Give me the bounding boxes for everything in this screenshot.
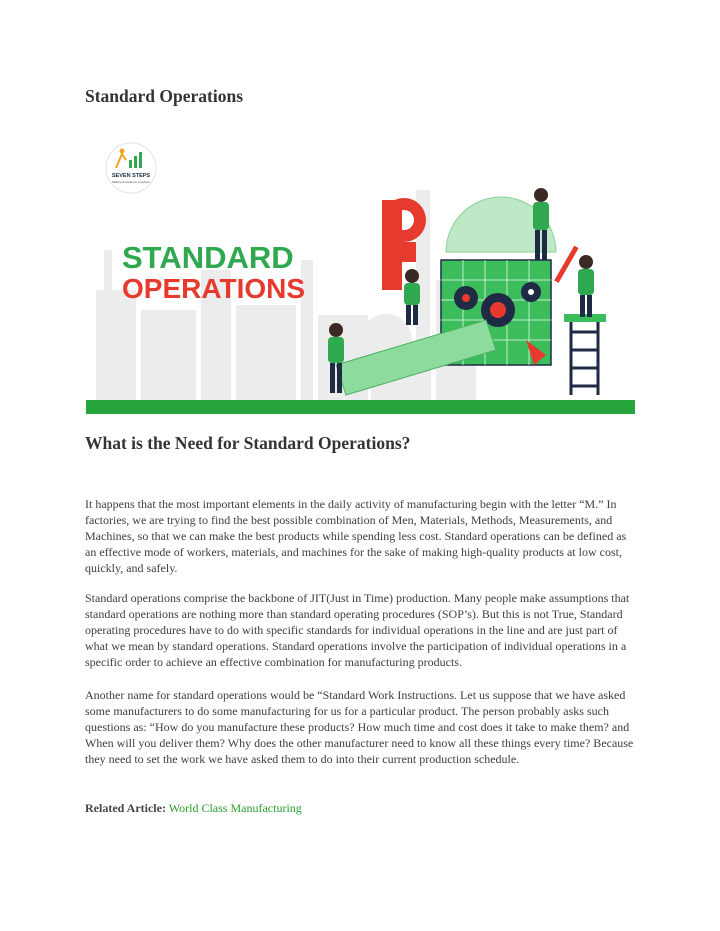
article-paragraph-1: It happens that the most important elements in the daily activity of manufacturing begin with the letter “M.” In factories, we are trying to find the best possible combination of Men, Materials, Methods, Measurements, and Machines, so that we can make the best products while spending less cost. Standard operations can be defined as an effective mode of workers, materials, and machines for the sake of making high-quality products at low cost, quickly, and safely. [85,497,627,576]
section-heading: What is the Need for Standard Operations? [85,433,411,453]
article-paragraph-3: Another name for standard operations would be “Standard Work Instructions. Let us suppose that we have asked some manufacturers to do some manufacturing for us for a particular product. The person probably asks such questions as: “How do you manufacture these products? How much time and cost does it take to make them? and When will you deliver them? Why does the other manufacturer need to know all these things every time? Because they need to set the work we have asked them to do into their current production schedule. [85,688,634,767]
related-article-link[interactable]: World Class Manufacturing [168,801,302,815]
worker-figure-middle [404,269,420,325]
banner-heading-line1: STANDARD [122,240,294,275]
seven-steps-logo [106,143,156,193]
banner-heading-line2: OPERATIONS [122,273,306,304]
green-stripe [86,400,635,414]
related-article [85,800,302,816]
logo-tagline: Making Excellence a Culture [111,180,151,184]
related-article-label: Related Article: [85,801,166,815]
article-paragraph-2: Standard operations comprise the backbone of JIT(Just in Time) production. Many people make assumptions that standard operations are nothing more than standard operating procedures (SOP’s). But this is not True, Standard operating procedures have to do with specific standards for individual operations in the line and are just part of what we mean by standard operations. Standard operations involve the participation of individual operations in a specific order to achieve an effective combination for manufacturing products. [85,591,630,670]
worker-figure-right [554,246,594,317]
ladder-illustration [564,314,606,395]
page-title: Standard Operations [85,86,244,106]
logo-name: SEVEN STEPS [111,173,151,179]
standard-operations-banner [86,140,635,414]
